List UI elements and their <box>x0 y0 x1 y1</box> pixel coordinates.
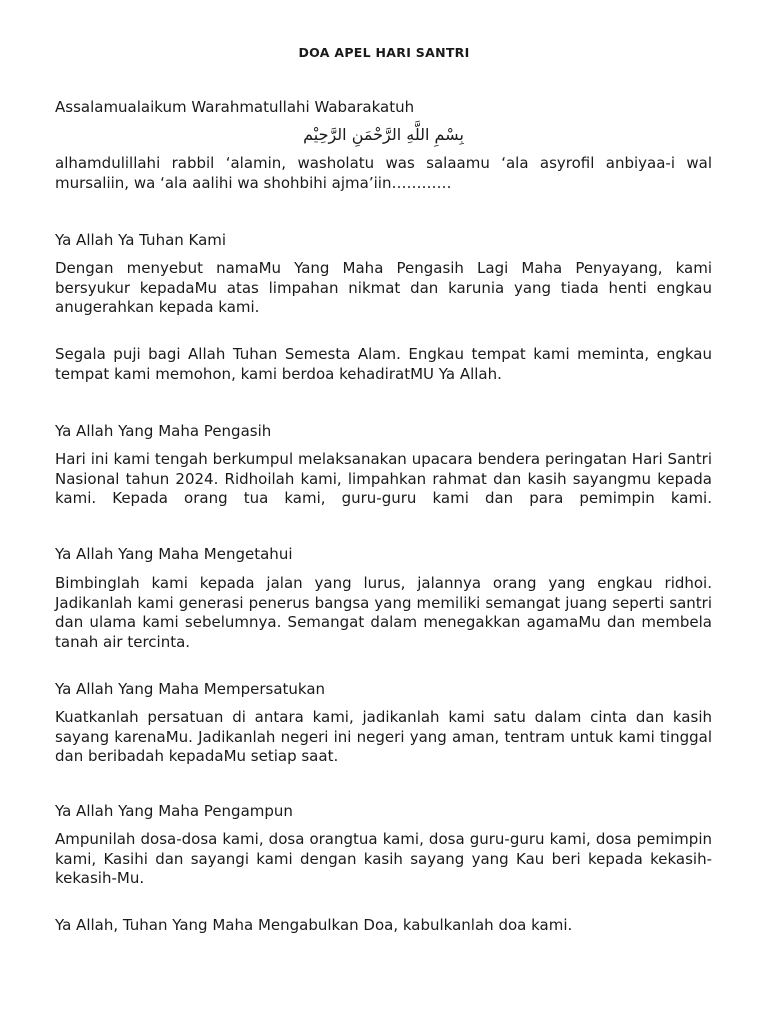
section-heading-maha-mengetahui: Ya Allah Yang Maha Mengetahui <box>55 545 293 563</box>
section-heading-maha-pengasih: Ya Allah Yang Maha Pengasih <box>55 422 272 440</box>
closing-line: Ya Allah, Tuhan Yang Maha Mengabulkan Doa, kabulkanlah doa kami. <box>55 916 573 934</box>
paragraph-ampunilah: Ampunilah dosa-dosa kami, dosa orangtua kami, dosa guru-guru kami, dosa pemimpin kami, Kasihi dan sayangi kami dengan kasih sayang yang Kau beri kepada kekasih-kekasih-Mu. <box>55 830 712 887</box>
paragraph-bimbinglah: Bimbinglah kami kepada jalan yang lurus, jalannya orang yang engkau ridhoi. Jadikanlah kami generasi penerus bangsa yang memiliki semangat juang seperti santri dan ulama kami sebelumnya. Semangat dalam menegakkan agamaMu dan membela tanah air tercinta. <box>55 574 712 651</box>
paragraph-kuatkanlah: Kuatkanlah persatuan di antara kami, jadikanlah kami satu dalam cinta dan kasih sayang karenaMu. Jadikanlah negeri ini negeri yang aman, tentram untuk kami tinggal dan beribadah kepadaMu setiap saat. <box>55 708 712 765</box>
paragraph-segala-puji: Segala puji bagi Allah Tuhan Semesta Alam. Engkau tempat kami meminta, engkau tempat kami memohon, kami berdoa kehadiratMU Ya Allah. <box>55 345 712 383</box>
salam-line: Assalamualaikum Warahmatullahi Wabarakatuh <box>55 98 415 116</box>
basmalah: بِسْمِ اللَّهِ الرَّحْمَنِ الرَّحِيْم <box>303 125 464 144</box>
section-heading-maha-pengampun: Ya Allah Yang Maha Pengampun <box>55 802 293 820</box>
paragraph-menyebut-nama: Dengan menyebut namaMu Yang Maha Pengasih Lagi Maha Penyayang, kami bersyukur kepadaMu atas limpahan nikmat dan karunia yang tiada henti engkau anugerahkan kepada kami. <box>55 259 712 316</box>
opening-paragraph: alhamdulillahi rabbil ‘alamin, washolatu was salaamu ‘ala asyrofil anbiyaa-i wal mursaliin, wa ‘ala aalihi wa shohbihi ajma’iin………… <box>55 154 712 192</box>
section-heading-tuhan-kami: Ya Allah Ya Tuhan Kami <box>55 231 227 249</box>
section-heading-maha-mempersatukan: Ya Allah Yang Maha Mempersatukan <box>55 680 326 698</box>
document-title: DOA APEL HARI SANTRI <box>298 45 470 60</box>
paragraph-hari-ini: Hari ini kami tengah berkumpul melaksanakan upacara bendera peringatan Hari Santri Nasional tahun 2024. Ridhoilah kami, limpahkan rahmat dan kasih sayangmu kepada kami. Kepada orang tua kami, guru-guru kami dan para pemimpin kami. <box>55 450 712 507</box>
